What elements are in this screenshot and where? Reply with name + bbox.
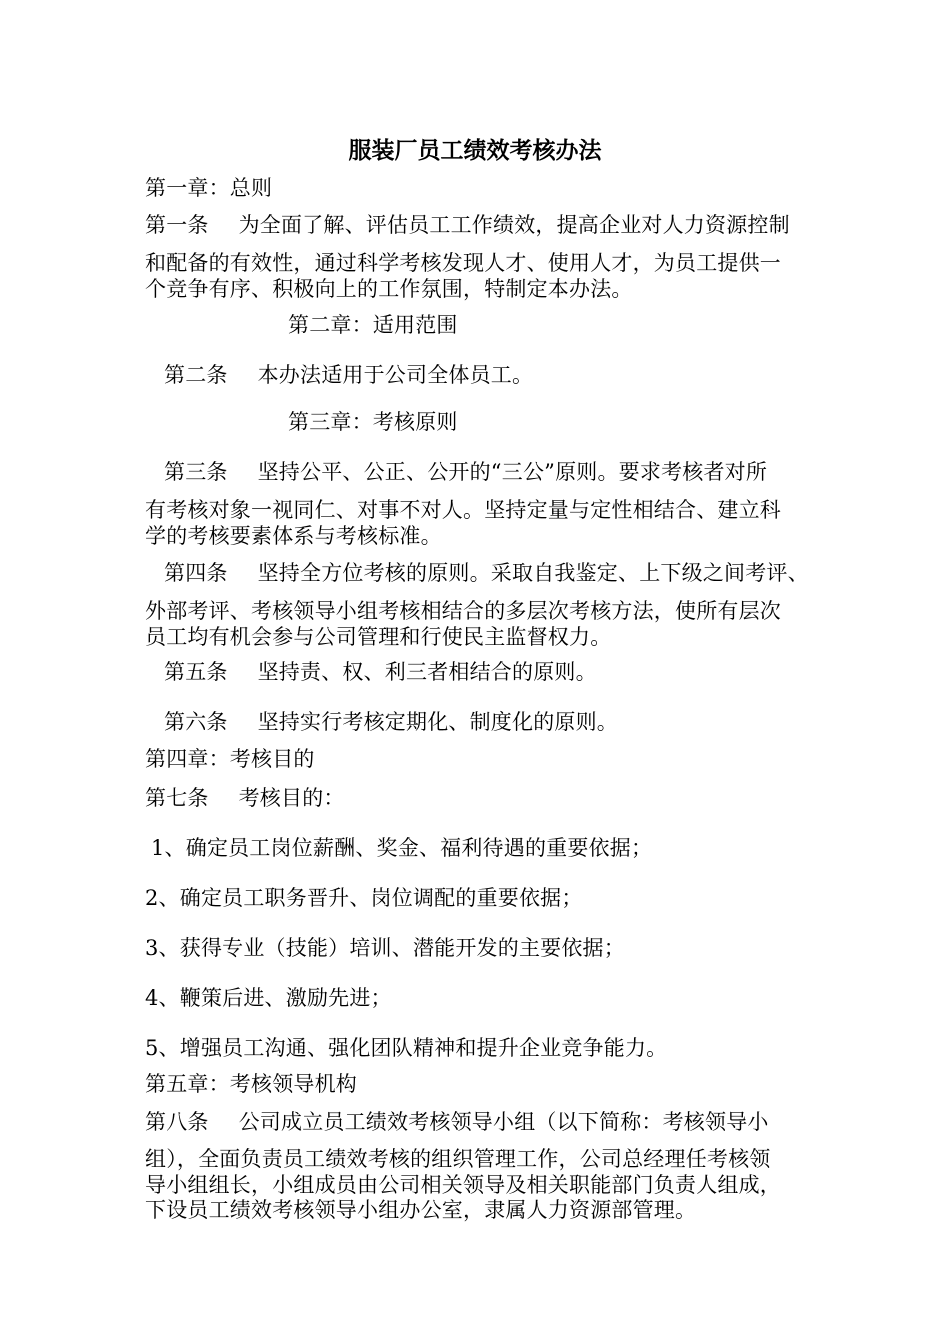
article-3-line-2: 有考核对象一视同仁、对事不对人。坚持定量与定性相结合、建立科 <box>145 498 781 522</box>
chapter-2-heading: 第二章：适用范围 <box>288 313 458 337</box>
article-7-line-1 <box>145 785 345 811</box>
purpose-item-4: 4、鞭策后进、激励先进； <box>145 986 392 1010</box>
article-8-line-1 <box>145 1109 769 1135</box>
article-2-text: 本办法适用于公司全体员工。 <box>257 363 534 387</box>
chapter-3-heading: 第三章：考核原则 <box>288 410 458 434</box>
document-title: 服装厂员工绩效考核办法 <box>348 138 602 164</box>
article-3-line-1 <box>164 459 767 485</box>
article-1-line-1 <box>145 212 790 238</box>
article-1-line-2: 和配备的有效性，通过科学考核发现人才、使用人才，为员工提供一 <box>145 251 781 275</box>
article-2-line-1 <box>164 362 533 388</box>
article-8-line-3: 导小组组长，小组成员由公司相关领导及相关职能部门负责人组成， <box>145 1173 781 1197</box>
article-4-line-3: 员工均有机会参与公司管理和行使民主监督权力。 <box>145 625 612 649</box>
article-7-label: 第七条 <box>145 786 209 810</box>
article-1-text: 为全面了解、评估员工工作绩效，提高企业对人力资源控制 <box>238 213 790 237</box>
article-4-label: 第四条 <box>164 561 228 585</box>
article-3-text: 坚持公平、公正、公开的“三公”原则。要求考核者对所 <box>257 460 768 484</box>
article-5-text: 坚持责、权、利三者相结合的原则。 <box>257 660 597 684</box>
article-6-line-1 <box>164 709 618 735</box>
article-8-label: 第八条 <box>145 1110 209 1134</box>
purpose-item-2: 2、确定员工职务晋升、岗位调配的重要依据； <box>145 886 583 910</box>
purpose-item-5: 5、增强员工沟通、强化团队精神和提升企业竞争能力。 <box>145 1036 668 1060</box>
article-1-line-3: 个竞争有序、积极向上的工作氛围，特制定本办法。 <box>145 277 633 301</box>
article-3-line-3: 学的考核要素体系与考核标准。 <box>145 524 442 548</box>
article-4-line-1 <box>164 560 809 586</box>
purpose-item-3: 3、获得专业（技能）培训、潜能开发的主要依据； <box>145 936 625 960</box>
chapter-1-heading: 第一章：总则 <box>145 176 273 200</box>
article-4-line-2: 外部考评、考核领导小组考核相结合的多层次考核方法，使所有层次 <box>145 599 781 623</box>
chapter-4-heading: 第四章：考核目的 <box>145 747 315 771</box>
article-5-label: 第五条 <box>164 660 228 684</box>
article-8-text: 公司成立员工绩效考核领导小组（以下简称：考核领导小 <box>238 1110 769 1134</box>
article-1-label: 第一条 <box>145 213 209 237</box>
chapter-5-heading: 第五章：考核领导机构 <box>145 1072 357 1096</box>
article-6-label: 第六条 <box>164 710 228 734</box>
purpose-item-1: 1、确定员工岗位薪酬、奖金、福利待遇的重要依据； <box>151 836 653 860</box>
article-3-label: 第三条 <box>164 460 228 484</box>
article-6-text: 坚持实行考核定期化、制度化的原则。 <box>257 710 619 734</box>
article-8-line-4: 下设员工绩效考核领导小组办公室，隶属人力资源部管理。 <box>145 1198 697 1222</box>
article-7-text: 考核目的： <box>238 786 345 810</box>
article-8-line-2: 组），全面负责员工绩效考核的组织管理工作，公司总经理任考核领 <box>145 1147 771 1171</box>
article-2-label: 第二条 <box>164 363 228 387</box>
article-5-line-1 <box>164 659 597 685</box>
article-4-text: 坚持全方位考核的原则。采取自我鉴定、上下级之间考评、 <box>257 561 809 585</box>
